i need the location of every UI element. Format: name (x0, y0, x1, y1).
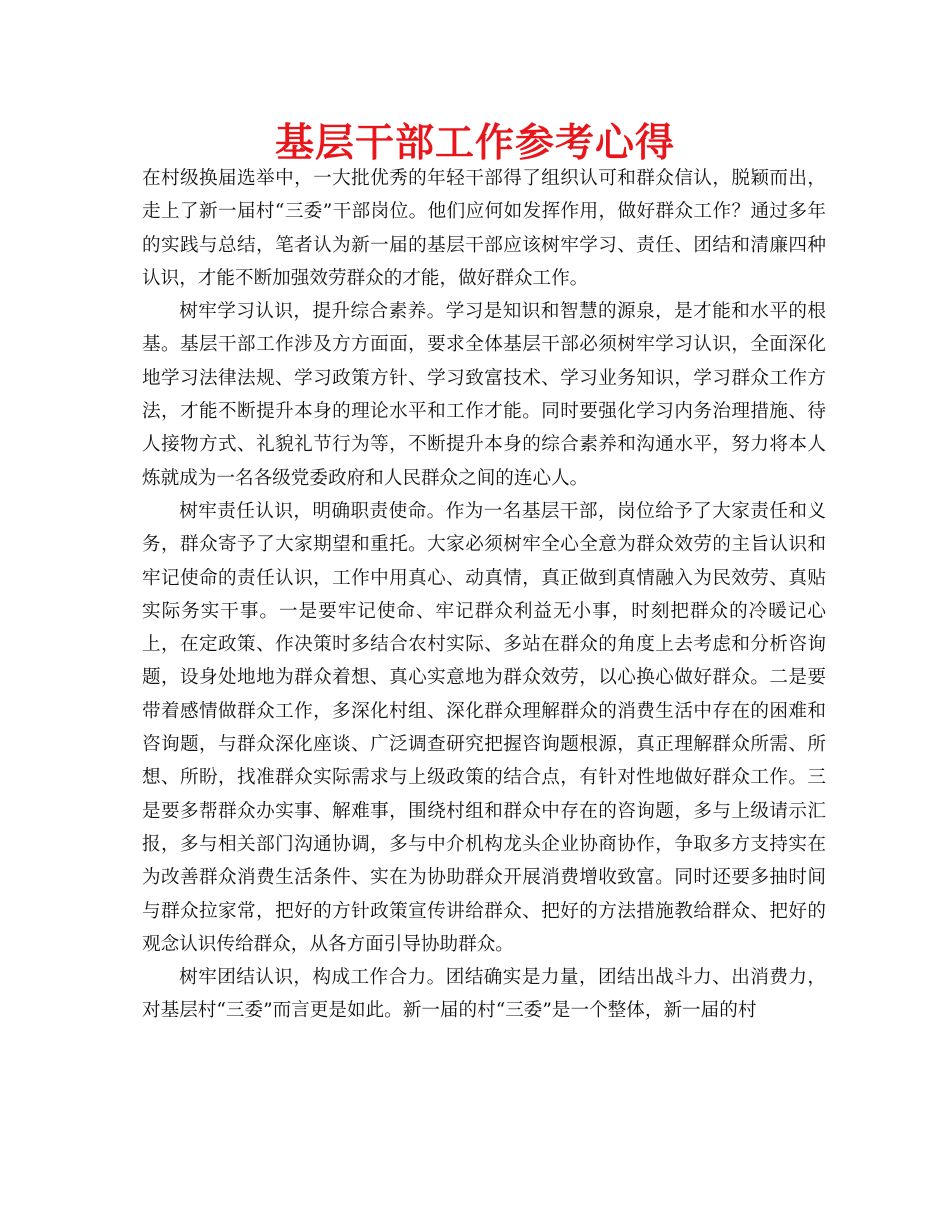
document-title: 基层干部工作参考心得 (274, 121, 675, 166)
paragraph-unity: 树牢团结认识，构成工作合力。团结确实是力量，团结出战斗力、出消费力，对基层村“三委”而言更是如此。新一届的村“三委”是一个整体，新一届的村 (142, 967, 826, 1022)
paragraph-responsibility: 树牢责任认识，明确职责使命。作为一名基层干部，岗位给予了大家责任和义务，群众寄予了大家期望和重托。大家必须树牢全心全意为群众效劳的主旨认识和牢记使命的责任认识，工作中用真心、动真情，真正做到真情融入为民效劳、真贴实际务实干事。一是要牢记使命、牢记群众利益无小事，时刻把群众的冷暖记心上，在定政策、作决策时多结合农村实际、多站在群众的角度上去考虑和分析咨询题，设身处地地为群众着想、真心实意地为群众效劳，以心换心做好群众。二是要带着感情做群众工作，多深化村组、深化群众理解群众的消费生活中存在的困难和咨询题，与群众深化座谈、广泛调查研究把握咨询题根源，真正理解群众所需、所想、所盼，找准群众实际需求与上级政策的结合点，有针对性地做好群众工作。三是要多帮群众办实事、解难事，围绕村组和群众中存在的咨询题，多与上级请示汇报，多与相关部门沟通协调，多与中介机构龙头企业协商协作，争取多方支持实在为改善群众消费生活条件、实在为协助群众开展消费增收致富。同时还要多抽时间与群众拉家常，把好的方针政策宣传讲给群众、把好的方法措施教给群众、把好的观念认识传给群众，从各方面引导协助群众。 (142, 500, 826, 955)
paragraph-intro: 在村级换届选举中，一大批优秀的年轻干部得了组织认可和群众信认，脱颖而出，走上了新一届村“三委”干部岗位。他们应何如发挥作用，做好群众工作？通过多年的实践与总结，笔者认为新一届的基层干部应该树牢学习、责任、团结和清廉四种认识，才能不断加强效劳群众的才能，做好群众工作。 (142, 168, 826, 289)
paragraph-study: 树牢学习认识，提升综合素养。学习是知识和智慧的源泉，是才能和水平的根基。基层干部工作涉及方方面面，要求全体基层干部必须树牢学习认识，全面深化地学习法律法规、学习政策方针、学习致富技术、学习业务知识，学习群众工作方法，才能不断提升本身的理论水平和工作才能。同时要强化学习内务治理措施、待人接物方式、礼貌礼节行为等，不断提升本身的综合素养和沟通水平，努力将本人炼就成为一名各级党委政府和人民群众之间的连心人。 (142, 301, 826, 489)
document-body (142, 162, 826, 1028)
